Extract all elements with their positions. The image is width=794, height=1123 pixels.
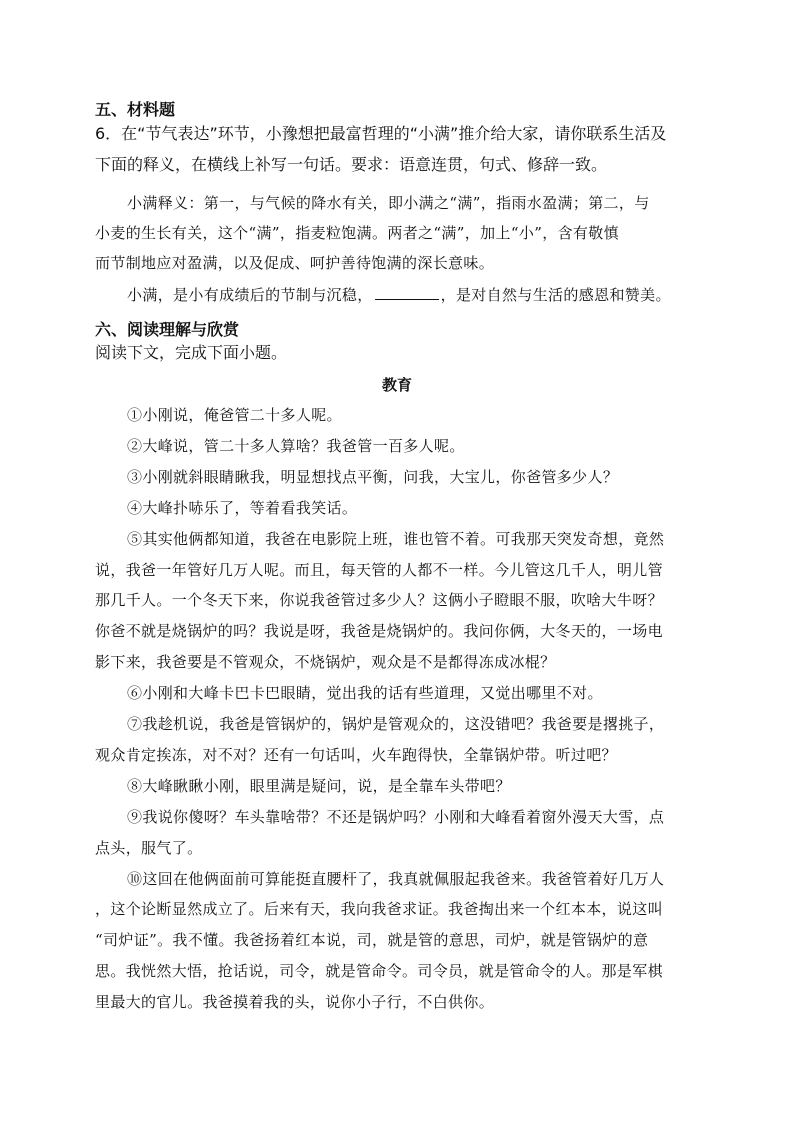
article-line: 里最大的官儿。我爸摸着我的头，说你小子行，不白供你。: [95, 993, 495, 1011]
article-line: 观众肯定挨冻，对不对？还有一句话叫，火车跑得快，全靠锅炉带。听过吧？: [95, 746, 617, 764]
definition-line-3: 而节制地应对盈满，以及促成、呵护善待饱满的深长意味。: [95, 254, 495, 272]
article-line: 影下来，我爸要是不管观众，不烧锅炉，观众是不是都得冻成冰棍？: [95, 653, 556, 671]
article-line: ④大峰扑哧乐了，等着看我笑话。: [127, 499, 358, 517]
fill-after-text: ，是对自然与生活的感恩和赞美。: [440, 286, 671, 304]
article-line: “司炉证”。我不懂。我爸扬着红本说，司，就是管的意思，司炉，就是管锅炉的意: [95, 931, 649, 949]
article-line: ⑥小刚和大峰卡巴卡巴眼睛，觉出我的话有些道理，又觉出哪里不对。: [127, 684, 603, 702]
section-six-title: 六、阅读理解与欣赏: [95, 320, 240, 339]
fill-in-sentence: [127, 285, 671, 305]
question-6-line-2: 下面的释义，在横线上补写一句话。要求：语意连贯，句式、修辞一致。: [95, 155, 608, 174]
article-line: 点头，服气了。: [95, 839, 203, 857]
fill-before-text: 小满，是小有成绩后的节制与沉稳，: [127, 286, 373, 304]
article-line: ⑨我说你傻呀？车头靠啥带？不还是锅炉吗？小刚和大峰看着窗外漫天大雪，点: [127, 808, 665, 826]
reading-instruction: 阅读下文，完成下面小题。: [95, 343, 288, 362]
article-line: ①小刚说，俺爸管二十多人呢。: [127, 406, 342, 424]
section-five-title: 五、材料题: [95, 100, 176, 119]
article-line: ⑩这回在他俩面前可算能挺直腰杆了，我真就佩服起我爸来。我爸管着好几万人: [127, 870, 665, 888]
article-line: 你爸不就是烧锅炉的吗？我说是呀，我爸是烧锅炉的。我问你俩，大冬天的，一场电: [95, 622, 663, 640]
question-6-line-1: 6．在“节气表达”环节，小豫想把最富哲理的“小满”推介给大家，请你联系生活及: [95, 124, 667, 143]
answer-blank-line[interactable]: [375, 285, 439, 300]
article-line: 思。我恍然大悟，抢话说，司令，就是管命令。司令员，就是管命令的人。那是军棋: [95, 962, 663, 980]
article-line: ③小刚就斜眼睛瞅我，明显想找点平衡，问我，大宝儿，你爸管多少人？: [127, 468, 619, 486]
article-line: ，这个论断显然成立了。后来有天，我向我爸求证。我爸掏出来一个红本本，说这叫: [95, 900, 663, 918]
definition-line-2: 小麦的生长有关，这个“满”，指麦粒饱满。两者之“满”，加上“小”，含有敬慎: [95, 224, 619, 242]
article-line: ⑤其实他俩都知道，我爸在电影院上班，谁也管不着。可我那天突发奇想，竟然: [127, 530, 665, 548]
article-line: ⑦我趁机说，我爸是管锅炉的，锅炉是管观众的，这没错吧？我爸要是撂挑子，: [127, 715, 665, 733]
article-line: ②大峰说，管二十多人算啥？我爸管一百多人呢。: [127, 437, 465, 455]
definition-line-1: 小满释义：第一，与气候的降水有关，即小满之“满”，指雨水盈满；第二，与: [127, 194, 650, 212]
article-line: 那几千人。一个冬天下来，你说我爸管过多少人？这俩小子瞪眼不服，吹啥大牛呀？: [95, 591, 663, 609]
article-title: 教育: [381, 376, 412, 394]
article-line: ⑧大峰瞅瞅小刚，眼里满是疑问，说，是全靠车头带吧？: [127, 777, 511, 795]
article-line: 说，我爸一年管好几万人呢。而且，每天管的人都不一样。今儿管这几千人，明儿管: [95, 561, 663, 579]
